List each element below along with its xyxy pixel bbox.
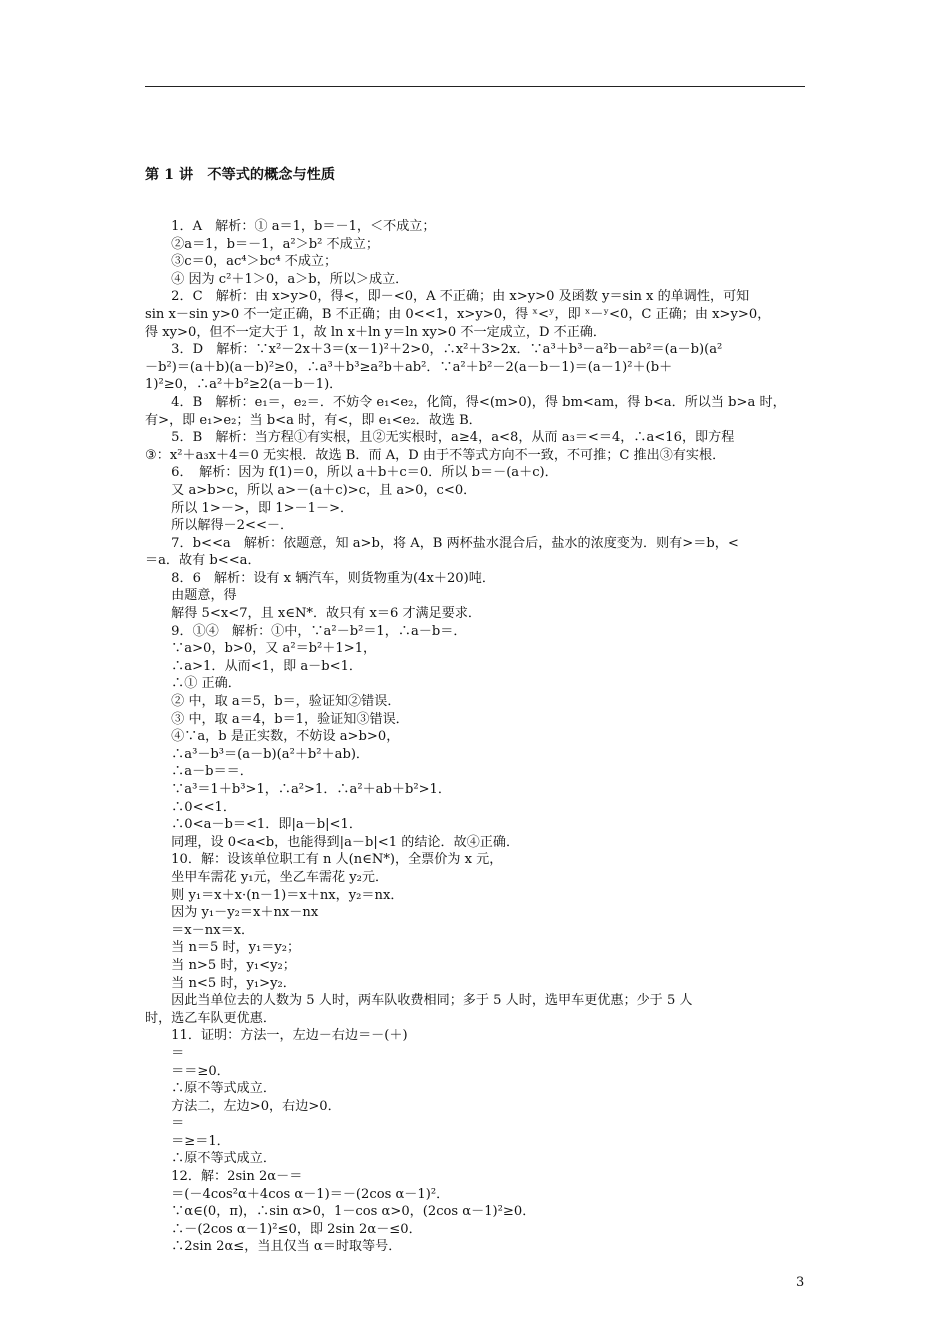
text-line: ＝(－4cos²α＋4cos α－1)＝－(2cos α－1)²． <box>145 1186 450 1202</box>
page-number: 3 <box>796 1275 805 1290</box>
text-line: ＝≥＝1． <box>145 1133 230 1149</box>
text-line: 5．B 解析：当方程①有实根，且②无实根时，a≥4，a<8，从而 a₃＝<＝4，∴a<16，即方程 <box>145 430 735 446</box>
text-line: ＝＝≥0． <box>145 1063 230 1079</box>
text-line: ＝ <box>145 1045 185 1061</box>
text-line: 1．A 解析：① a＝1，b＝－1，＜不成立； <box>145 219 436 234</box>
text-line: ∴a³－b³＝(a－b)(a²＋b²＋ab)． <box>145 746 370 762</box>
text-line: 有>，即 e₁>e₂；当 b<a 时，有<，即 e₁<e₂．故选 B． <box>145 412 482 428</box>
text-line: 同理，设 0<a<b，也能得到|a－b|<1 的结论．故④正确． <box>145 834 520 850</box>
text-line: ∴2sin 2α≤，当且仅当 α＝时取等号． <box>145 1239 402 1255</box>
text-line: ② 中，取 a＝5，b＝，验证知②错误． <box>145 694 401 710</box>
text-line: ②a＝1，b＝－1，a²＞b² 不成立； <box>145 236 379 252</box>
text-line: ∴原不等式成立． <box>145 1081 276 1097</box>
text-line: ④∵a，b 是正实数，不妨设 a>b>0， <box>145 729 400 745</box>
text-line: ＝a．故有 b<<a． <box>145 553 261 569</box>
text-line: ③c＝0，ac⁴＞bc⁴ 不成立； <box>145 254 338 270</box>
text-line: ∵a³＝1＋b³>1，∴a²>1．∴a²＋ab＋b²>1． <box>145 782 451 797</box>
text-line: 3．D 解析：∵x²－2x＋3＝(x－1)²＋2>0，∴x²＋3>2x．∵a³＋b³－a²b－ab²＝(a－b)(a² <box>145 342 723 358</box>
text-line: 时，选乙车队更优惠． <box>145 1010 276 1026</box>
text-line: 当 n<5 时，y₁>y₂． <box>145 975 296 991</box>
text-line: ＝x－nx＝x． <box>145 922 255 938</box>
text-line: 10．解：设该单位职工有 n 人(n∈N*)，全票价为 x 元， <box>145 852 503 868</box>
text-line: ∴① 正确． <box>145 676 241 692</box>
text-line: ∵α∈(0，π)，∴sin α>0，1－cos α>0，(2cos α－1)²≥0． <box>145 1204 536 1220</box>
solution-body <box>145 218 807 1256</box>
text-line: 当 n>5 时，y₁<y₂； <box>145 957 296 973</box>
text-line: 4．B 解析：e₁＝，e₂＝．不妨令 e₁<e₂，化简，得<(m>0)，得 bm<am，得 b<a．所以当 b>a 时， <box>145 394 786 410</box>
text-line: 12．解：2sin 2α－＝ <box>145 1169 303 1185</box>
text-line: 得 xy>0，但不一定大于 1，故 ln x＋ln y＝ln xy>0 不一定成立，D 不正确． <box>145 324 606 340</box>
text-line: 坐甲车需花 y₁元，坐乙车需花 y₂元． <box>145 869 389 885</box>
header-rule <box>145 86 805 87</box>
text-line: －b²)＝(a＋b)(a－b)²≥0，∴a³＋b³≥a²b＋ab²．∵a²＋b²－2(a－b－1)＝(a－1)²＋(b＋ <box>145 359 673 375</box>
section-title: 第 1 讲 不等式的概念与性质 <box>145 167 336 183</box>
text-line: 则 y₁＝x＋x·(n－1)＝x＋nx，y₂＝nx． <box>145 887 404 903</box>
text-line: ∴0<a－b＝<1．即|a－b|<1． <box>145 817 362 833</box>
text-line: 6． 解析：因为 f(1)＝0，所以 a＋b＋c＝0．所以 b＝－(a＋c)． <box>145 465 558 481</box>
text-line: 又 a>b>c，所以 a>－(a＋c)>c，且 a>0，c<0． <box>145 482 477 498</box>
text-line: 7．b<<a 解析：依题意，知 a>b，将 A，B 两杯盐水混合后，盐水的浓度变为．则有>＝b，< <box>145 535 739 551</box>
text-line: ∴a－b＝＝． <box>145 764 253 780</box>
text-line: ∴原不等式成立． <box>145 1151 276 1167</box>
text-line: 2．C 解析：由 x>y>0，得<，即－<0，A 不正确；由 x>y>0 及函数 y＝sin x 的单调性，可知 <box>145 289 750 305</box>
text-line: sin x－sin y>0 不一定正确，B 不正确；由 0<<1，x>y>0，得 ˣ<ʸ，即 ˣ－ʸ<0，C 正确；由 x>y>0， <box>145 306 771 322</box>
text-line: 方法二，左边>0，右边>0． <box>145 1098 341 1114</box>
text-line: ∴a>1．从而<1，即 a－b<1． <box>145 658 362 674</box>
text-line: 8．6 解析：设有 x 辆汽车，则货物重为(4x＋20)吨． <box>145 570 495 586</box>
text-line: ③ 中，取 a＝4，b＝1，验证知③错误． <box>145 711 409 727</box>
text-line: ③：x²＋a₃x＋4＝0 无实根．故选 B．而 A，D 由于不等式方向不一致，不可推；C 推出③有实根． <box>145 447 726 463</box>
text-line: ＝ <box>145 1116 185 1132</box>
text-line: 由题意，得 <box>145 588 237 604</box>
text-line: 因为 y₁－y₂＝x＋nx－nx <box>145 905 319 921</box>
text-line: 9．①④ 解析：①中，∵a²－b²＝1，∴a－b＝． <box>145 623 467 639</box>
text-line: ④ 因为 c²＋1＞0，a＞b，所以＞成立． <box>145 271 409 287</box>
text-line: 因此当单位去的人数为 5 人时，两车队收费相同；多于 5 人时，选甲车更优惠；少于 5 人 <box>145 993 693 1009</box>
text-line: 11．证明：方法一，左边－右边＝－(＋) <box>145 1028 408 1044</box>
text-line: ∴－(2cos α－1)²≤0，即 2sin 2α－≤0． <box>145 1221 422 1237</box>
text-line: 所以 1>－>，即 1>－1－>． <box>145 500 354 516</box>
text-line: 解得 5<x<7，且 x∈N*．故只有 x＝6 才满足要求． <box>145 606 482 622</box>
text-line: 所以解得－2<<－． <box>145 518 294 534</box>
text-line: ∴0<<1． <box>145 799 236 815</box>
text-line: ∵a>0，b>0，又 a²＝b²＋1>1， <box>145 641 377 657</box>
text-line: 1)²≥0，∴a²＋b²≥2(a－b－1)． <box>145 377 343 393</box>
text-line: 当 n＝5 时，y₁＝y₂； <box>145 940 301 956</box>
